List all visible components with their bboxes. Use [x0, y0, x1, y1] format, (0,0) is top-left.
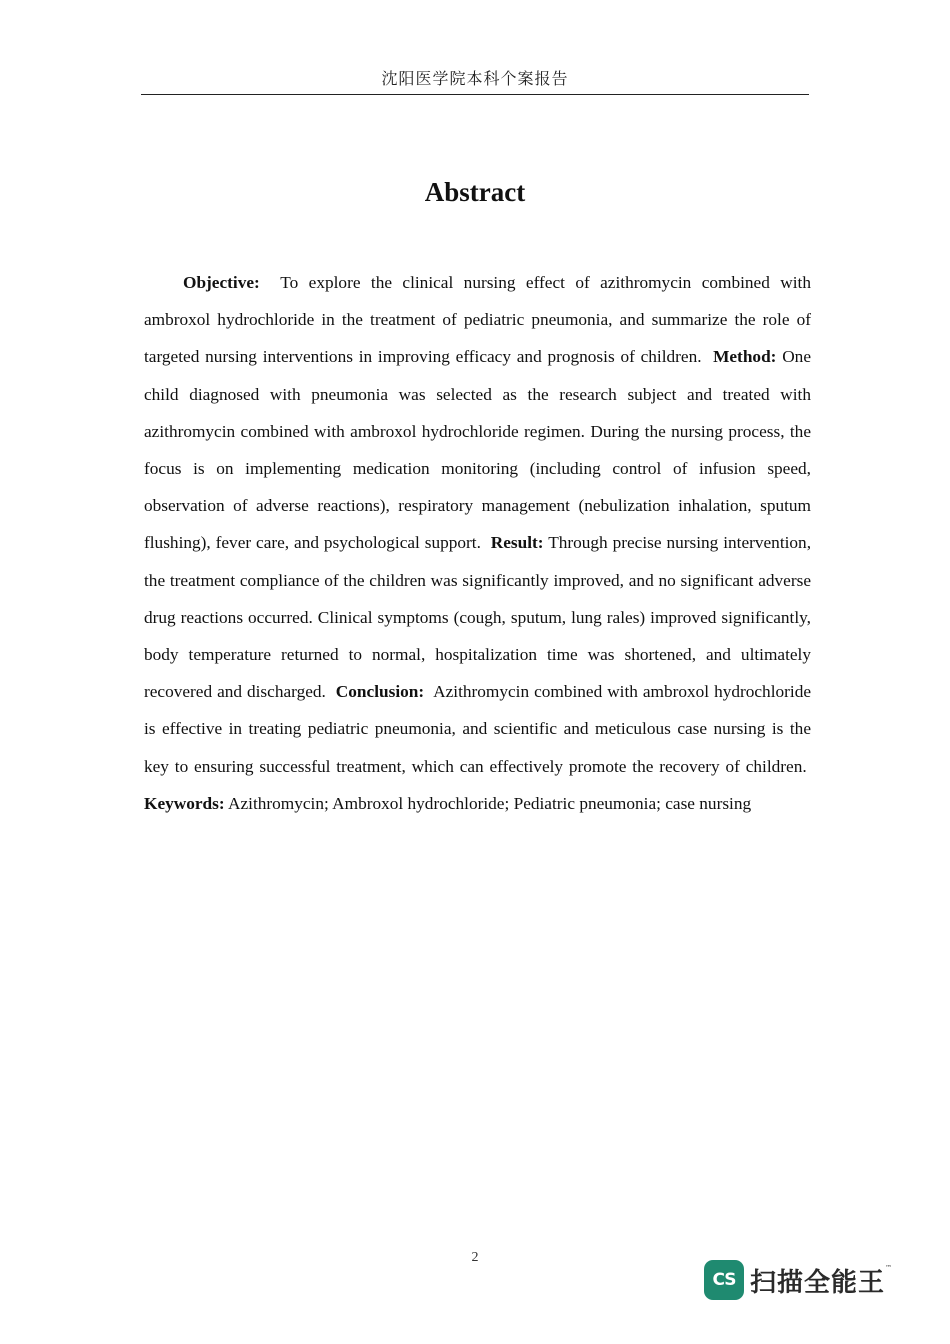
- watermark-brand-text: 扫描全能王: [750, 1267, 886, 1298]
- trademark-symbol: ™: [885, 1264, 893, 1272]
- page-header: [141, 64, 809, 95]
- abstract-paragraph: [144, 264, 811, 822]
- method-text: One child diagnosed with pneumonia was selected as the research subject and treated with azithromycin combined with ambroxol hydrochloride regimen. During the nursing process, the focus is on implementing medication monitoring (including control of infusion speed, observation of adverse reactions), respiratory management (nebulization inhalation, sputum flushing), fever care, and psychological support.: [144, 347, 811, 553]
- page-number: 2: [471, 1250, 479, 1265]
- logo-text: CS: [712, 1270, 736, 1290]
- method-label: Method:: [713, 347, 777, 367]
- objective-label: Objective:: [183, 273, 260, 292]
- keywords-label: Keywords:: [144, 793, 225, 813]
- camscanner-watermark: [704, 1258, 914, 1302]
- conclusion-text: Azithromycin combined with ambroxol hydrochloride is effective in treating pediatric pneumonia, and scientific and meticulous case nursing is the key to ensuring successful treatment, which can effectively promote the recovery of children.: [144, 682, 812, 776]
- result-label: Result:: [490, 533, 544, 553]
- page-title: Abstract: [424, 177, 526, 207]
- header-text: 沈阳医学院本科个案报告: [381, 69, 569, 88]
- conclusion-label: Conclusion:: [335, 682, 425, 702]
- result-text: Through precise nursing intervention, the treatment compliance of the children was significantly improved, and no significant adverse drug reactions occurred. Clinical symptoms (cough, sputum, lung rales) improved significantly, body temperature returned to normal, hospitalization time was shortened, and ultimately recovered and discharged.: [144, 533, 812, 702]
- objective-text: To explore the clinical nursing effect of azithromycin combined with ambroxol hydrochloride in the treatment of pediatric pneumonia, and summarize the role of targeted nursing interventions in improving efficacy and prognosis of children.: [144, 273, 811, 367]
- camscanner-logo-icon: [704, 1260, 744, 1300]
- keywords-text: Azithromycin; Ambroxol hydrochloride; Pediatric pneumonia; case nursing: [228, 793, 752, 813]
